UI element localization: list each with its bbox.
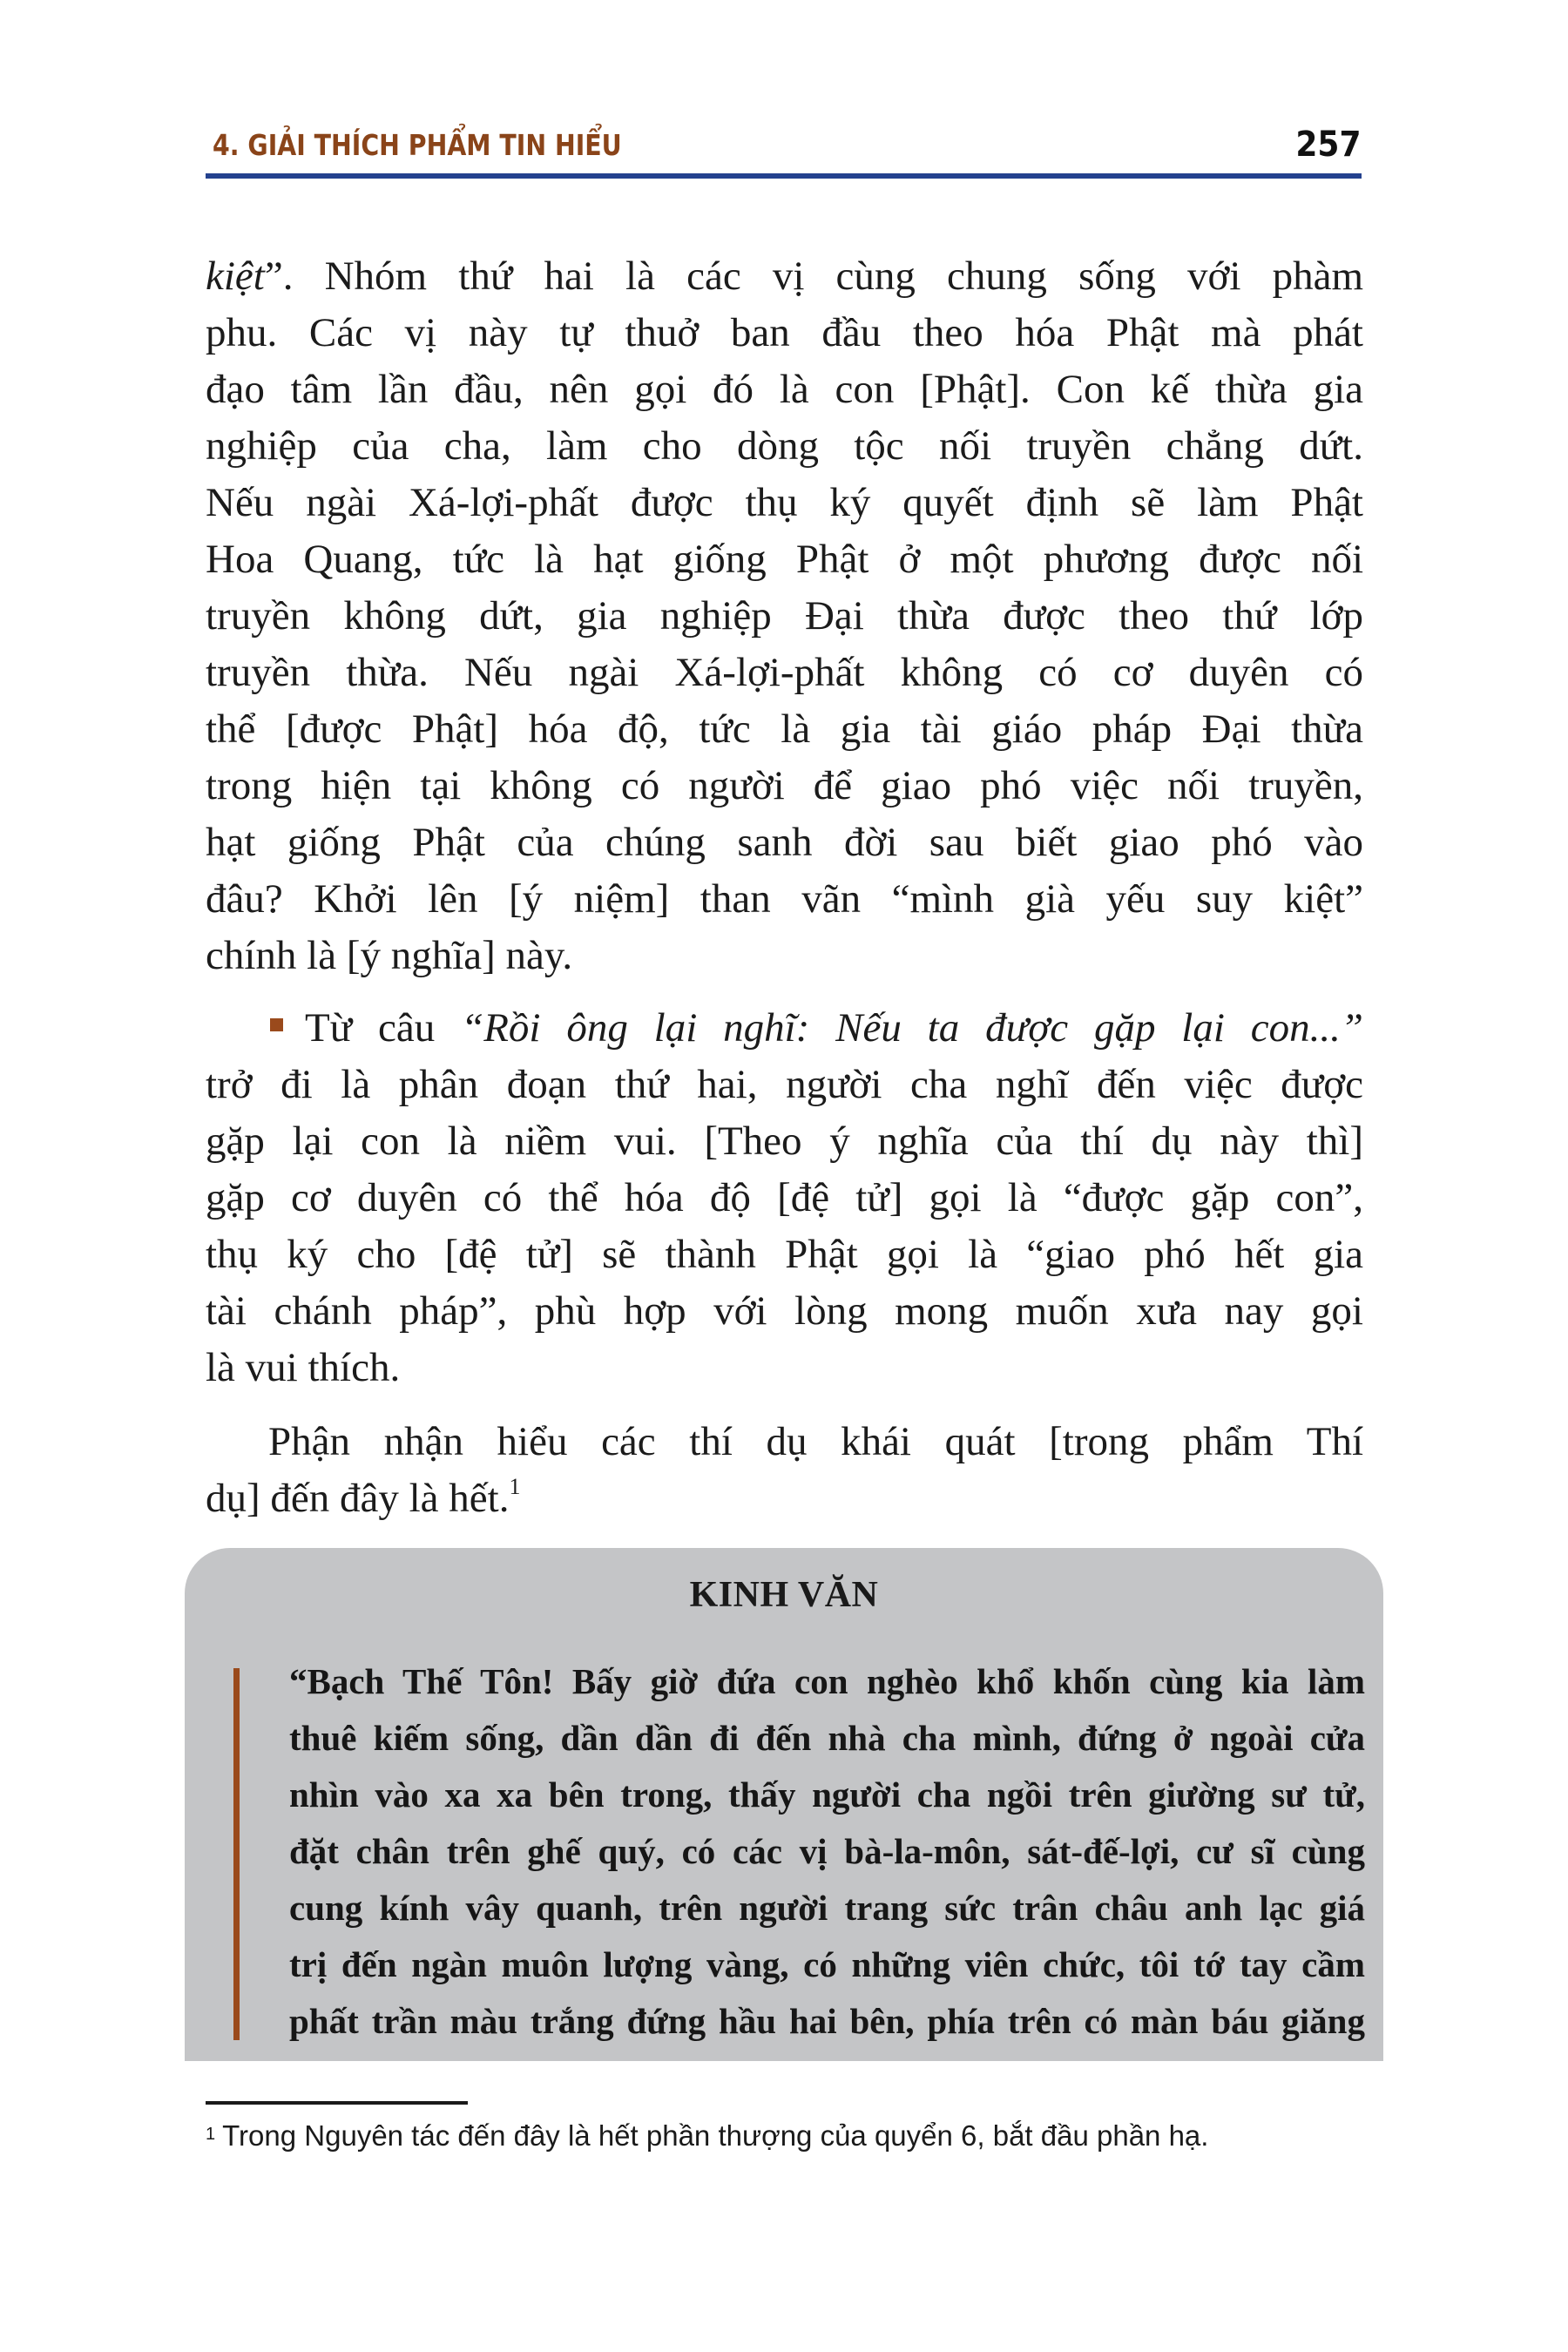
scripture-line: nhìn vào xa xa bên trong, thấy người cha ngồi trên giường sư tử,	[289, 1774, 1365, 1815]
body-line	[206, 248, 1363, 305]
footnote-text: Trong Nguyên tác đến đây là hết phần thượng của quyển 6, bắt đầu phần hạ.	[222, 2119, 1209, 2152]
scripture-box-title: KINH VĂN	[689, 1575, 879, 1615]
footnote-reference[interactable]: 1	[509, 1474, 521, 1499]
line-text: Từ câu	[305, 1005, 462, 1051]
square-bullet-icon	[270, 1018, 283, 1031]
body-line: đâu? Khởi lên [ý niệm] than vãn “mình già yếu suy kiệt”	[206, 876, 1363, 922]
body-line: phu. Các vị này tự thuở ban đầu theo hóa Phật mà phát	[206, 310, 1363, 355]
header-rule	[206, 173, 1362, 179]
body-line: Phận nhận hiểu các thí dụ khái quát [trong phẩm Thí	[268, 1419, 1363, 1464]
line-text: dụ] đến đây là hết.	[206, 1476, 510, 1521]
quote-bar	[233, 1668, 240, 2040]
running-header-chapter-title: 4. GIẢI THÍCH PHẨM TIN HIỂU	[213, 128, 622, 162]
body-line: truyền không dứt, gia nghiệp Đại thừa được theo thứ lớp	[206, 593, 1363, 639]
body-line: tài chánh pháp”, phù hợp với lòng mong muốn xưa nay gọi	[206, 1288, 1363, 1334]
scripture-line: đặt chân trên ghế quý, có các vị bà-la-môn, sát-đế-lợi, cư sĩ cùng	[289, 1831, 1365, 1871]
italic-quote-end: kiệt	[206, 253, 265, 299]
body-line	[305, 1000, 1363, 1057]
footnote-marker: 1	[206, 2125, 216, 2144]
scripture-line: trị đến ngàn muôn lượng vàng, có những viên chức, tôi tớ tay cầm	[289, 1944, 1365, 1984]
italic-citation: “Rồi ông lại nghĩ: Nếu ta được gặp lại con...”	[461, 1005, 1364, 1051]
body-line: thể [được Phật] hóa độ, tức là gia tài giáo pháp Đại thừa	[206, 706, 1363, 752]
body-line: hạt giống Phật của chúng sanh đời sau biết giao phó vào	[206, 820, 1363, 865]
footnote	[206, 2119, 1208, 2153]
body-line: chính là [ý nghĩa] này.	[206, 933, 573, 978]
body-line: nghiệp của cha, làm cho dòng tộc nối truyền chẳng dứt.	[206, 423, 1363, 469]
scripture-line: “Bạch Thế Tôn! Bấy giờ đứa con nghèo khổ khốn cùng kia làm	[289, 1661, 1365, 1701]
scripture-line: phất trần màu trắng đứng hầu hai bên, phía trên có màn báu giăng	[289, 2001, 1365, 2041]
body-line: là vui thích.	[206, 1345, 401, 1390]
body-line: trong hiện tại không có người để giao phó việc nối truyền,	[206, 763, 1363, 808]
body-line: gặp lại con là niềm vui. [Theo ý nghĩa của thí dụ này thì]	[206, 1119, 1363, 1164]
body-line: Nếu ngài Xá-lợi-phất được thụ ký quyết định sẽ làm Phật	[206, 480, 1363, 525]
scripture-line: cung kính vây quanh, trên người trang sức trân châu anh lạc giá	[289, 1888, 1365, 1928]
body-line: đạo tâm lần đầu, nên gọi đó là con [Phật]. Con kế thừa gia	[206, 367, 1363, 412]
body-line	[206, 1470, 1363, 1527]
body-line: truyền thừa. Nếu ngài Xá-lợi-phất không có cơ duyên có	[206, 650, 1363, 695]
body-line: thụ ký cho [đệ tử] sẽ thành Phật gọi là “giao phó hết gia	[206, 1232, 1363, 1277]
page-number: 257	[1294, 125, 1361, 165]
footnote-rule	[206, 2101, 468, 2105]
body-line: gặp cơ duyên có thể hóa độ [đệ tử] gọi là “được gặp con”,	[206, 1175, 1363, 1220]
body-line: trở đi là phân đoạn thứ hai, người cha nghĩ đến việc được	[206, 1062, 1363, 1107]
scripture-line: thuê kiếm sống, dần dần đi đến nhà cha mình, đứng ở ngoài cửa	[289, 1718, 1365, 1758]
line-text: ”. Nhóm thứ hai là các vị cùng chung sống với phàm	[264, 253, 1363, 299]
body-line: Hoa Quang, tức là hạt giống Phật ở một phương được nối	[206, 537, 1363, 582]
